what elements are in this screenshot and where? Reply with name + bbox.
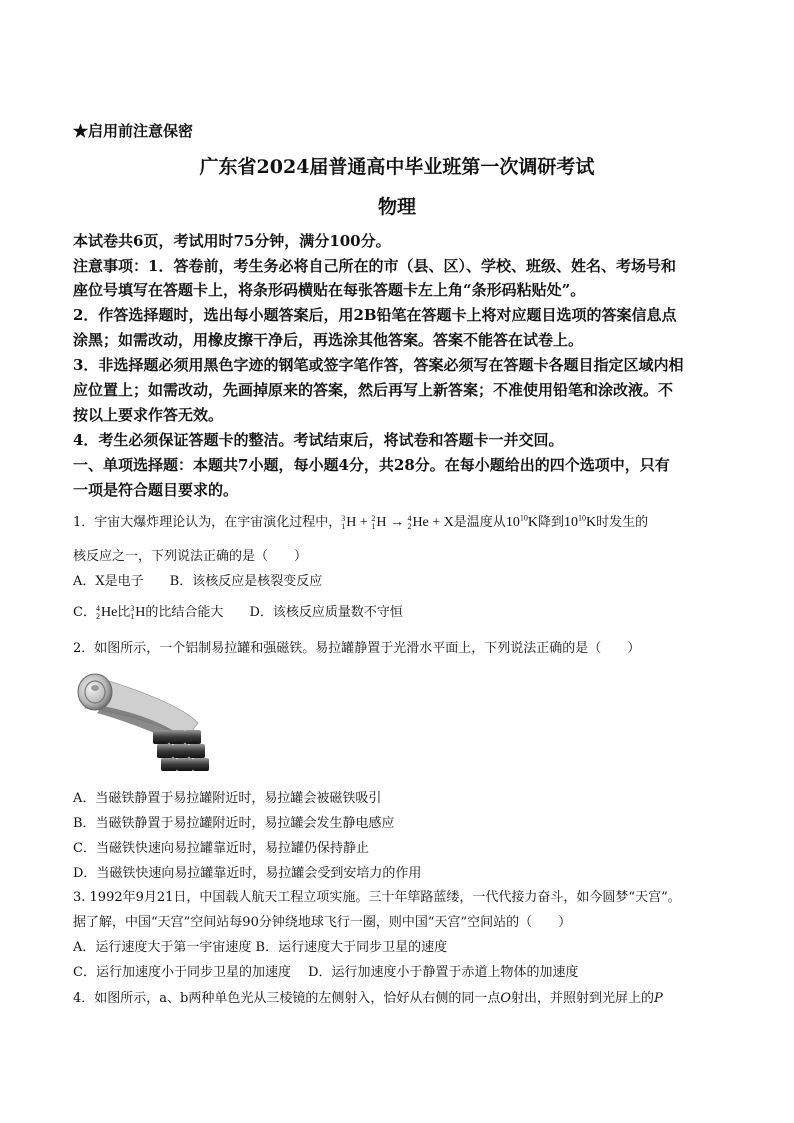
q3-options-cd: C．运行加速度小于同步卫星的加速度 D．运行加速度小于静置于赤道上物体的加速度 bbox=[73, 965, 579, 980]
q3-stem-line-2: 据了解，中国“天宫”空间站每90分钟绕地球飞行一圈，则中国“天宫”空间站的（ ） bbox=[73, 915, 572, 930]
q3-options-ab: A．运行速度大于第一宇宙速度 B．运行速度大于同步卫星的速度 bbox=[73, 940, 448, 955]
q1-stem-line-1: 1．宇宙大爆炸理论认为，在宇宙演化过程中， 3 1 H + 2 1 H → 4 2 He + X是温度从$10^{10}K$降到$10^{10}K$时发生的 bbox=[73, 513, 649, 531]
can-top bbox=[78, 674, 112, 710]
q1-options-cd bbox=[73, 601, 403, 621]
can-and-magnet-photo bbox=[73, 668, 213, 773]
q1-stem-line-2: 核反应之一，下列说法正确的是（ ） bbox=[73, 549, 308, 564]
point-p-label: P bbox=[654, 991, 663, 1006]
q2-option-a: A．当磁铁静置于易拉罐附近时，易拉罐会被磁铁吸引 bbox=[73, 791, 382, 806]
q1-option-c: C． 4 2 He比 3 1 H的比结合能大 bbox=[73, 603, 224, 621]
q1-options-ab bbox=[73, 570, 322, 589]
instruction-line-3: 座位号填写在答题卡上，将条形码横贴在每张答题卡左上角“条形码粘贴处”。 bbox=[73, 281, 586, 299]
q4-stem-line-1: 4．如图所示，a、b两种单色光从三棱镜的左侧射入，恰好从右侧的同一点O射出，并照射到光屏上的P bbox=[73, 991, 663, 1006]
confidential-label: ★启用前注意保密 bbox=[73, 122, 194, 140]
point-o-label: O bbox=[500, 991, 512, 1006]
instruction-line-1: 本试卷共6页，考试用时75分钟，满分100分。 bbox=[73, 232, 391, 250]
instruction-line-6: 3．非选择题必须用黑色字迹的钢笔或签字笔作答，答案必须写在答题卡各题目指定区域内相 bbox=[73, 356, 684, 374]
magnet-stack bbox=[153, 730, 209, 771]
section-heading-line-2: 一项是符合题目要求的。 bbox=[73, 481, 239, 499]
q2-option-c: C．当磁铁快速向易拉罐靠近时，易拉罐仍保持静止 bbox=[73, 841, 369, 856]
q2-option-b: B．当磁铁静置于易拉罐附近时，易拉罐会发生静电感应 bbox=[73, 816, 395, 831]
subject-title: 物理 bbox=[377, 196, 416, 218]
instruction-line-8: 按以上要求作答无效。 bbox=[73, 406, 224, 424]
instruction-line-4: 2．作答选择题时，选出每小题答案后，用2B铅笔在答题卡上将对应题目选项的答案信息点 bbox=[73, 306, 677, 324]
nuclear-equation: 3 1 H + 2 1 H → 4 2 He + X bbox=[341, 513, 454, 531]
instruction-line-9: 4．考生必须保证答题卡的整洁。考试结束后，将试卷和答题卡一并交回。 bbox=[73, 431, 564, 449]
instruction-line-5: 涂黑；如需改动，用橡皮擦干净后，再选涂其他答案。答案不能答在试卷上。 bbox=[73, 331, 584, 349]
q1-option-b: B．该核反应是核裂变反应 bbox=[169, 574, 323, 589]
q2-option-d: D．当磁铁快速向易拉罐靠近时，易拉罐会受到安培力的作用 bbox=[73, 866, 422, 881]
instruction-line-7: 应位置上；如需改动，先画掉原来的答案，然后再写上新答案；不准使用铅笔和涂改液。不 bbox=[73, 381, 674, 399]
q3-stem-line-1: 3. 1992年9月21日，中国载人航天工程立项实施。三十年筚路蓝缕，一代代接力奋斗，如今圆梦“天宫”。 bbox=[73, 890, 681, 905]
q1-option-d: D．该核反应质量数不守恒 bbox=[249, 605, 403, 620]
q1-prefix: 1．宇宙大爆炸理论认为，在宇宙演化过程中， bbox=[73, 515, 342, 530]
instruction-line-2: 注意事项：1．答卷前，考生务必将自己所在的市（县、区）、学校、班级、姓名、考场号和 bbox=[73, 257, 676, 275]
q1-option-a: A．X是电子 bbox=[73, 574, 144, 589]
section-heading-line-1: 一、单项选择题：本题共7小题，每小题4分，共28分。在每小题给出的四个选项中，只有 bbox=[73, 456, 670, 474]
q2-stem: 2．如图所示，一个铝制易拉罐和强磁铁。易拉罐静置于光滑水平面上，下列说法正确的是（ ） bbox=[73, 641, 641, 656]
exam-title: 广东省2024届普通高中毕业班第一次调研考试 bbox=[199, 156, 595, 178]
